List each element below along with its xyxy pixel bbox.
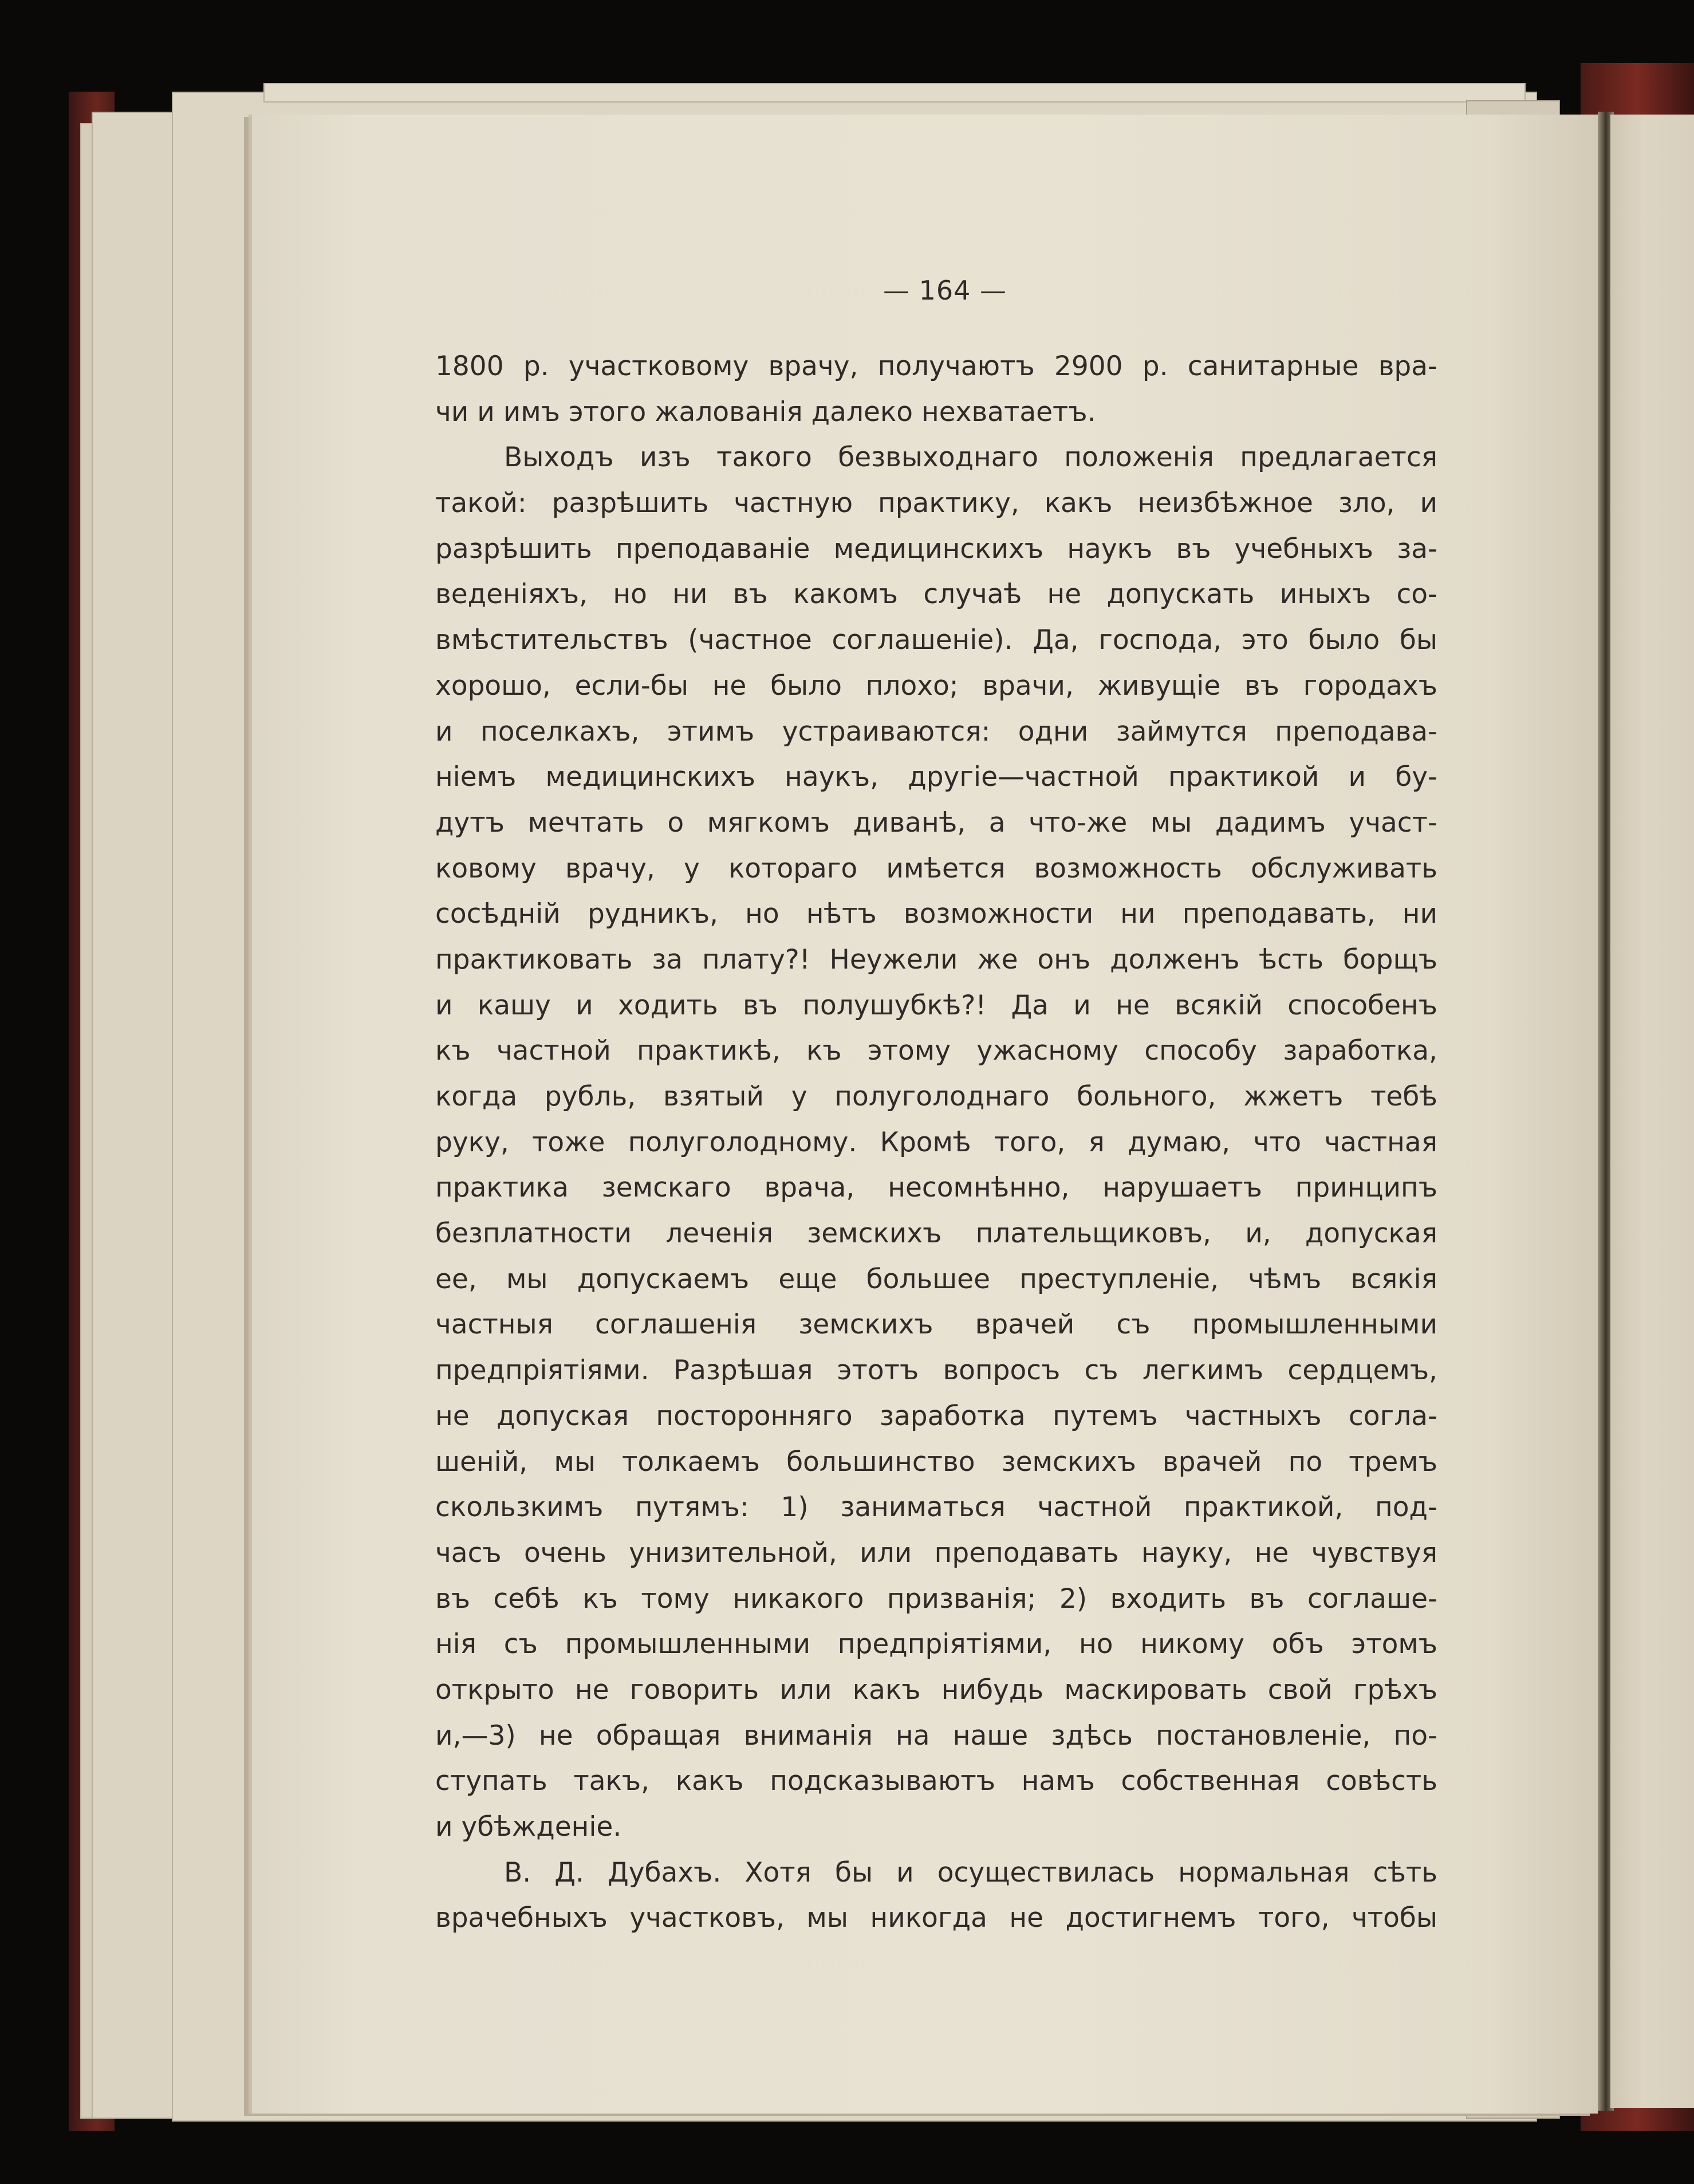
text-line: къ частной практикѣ, къ этому ужасному способу заработка, bbox=[435, 1035, 1437, 1067]
text-line: и кашу и ходить въ полушубкѣ?! Да и не всякій способенъ bbox=[435, 989, 1437, 1021]
text-line: ковому врачу, у котораго имѣется возможность обслуживать bbox=[435, 852, 1437, 884]
text-line: и поселкахъ, этимъ устраиваются: одни займутся преподава- bbox=[435, 715, 1437, 747]
text-line: 1800 р. участковому врачу, получаютъ 2900 р. санитарные вра- bbox=[435, 351, 1437, 382]
page-number: — 164 — bbox=[883, 275, 1007, 306]
text-line: открыто не говорить или какъ нибудь маскировать свой грѣхъ bbox=[435, 1674, 1437, 1706]
text-line: хорошо, если-бы не было плохо; врачи, живущіе въ городахъ bbox=[435, 670, 1437, 702]
page-stack-edge bbox=[263, 83, 1526, 103]
text-line: нія съ промышленными предпріятіями, но никому объ этомъ bbox=[435, 1628, 1437, 1660]
text-line: часъ очень унизительной, или преподавать науку, не чувствуя bbox=[435, 1537, 1437, 1569]
text-line: не допуская посторонняго заработка путемъ частныхъ согла- bbox=[435, 1400, 1437, 1432]
body-text bbox=[435, 344, 1437, 1941]
text-line: частныя соглашенія земскихъ врачей съ промышленными bbox=[435, 1309, 1437, 1341]
text-line: въ себѣ къ тому никакого призванія; 2) входить въ соглаше- bbox=[435, 1583, 1437, 1615]
text-line: сосѣдній рудникъ, но нѣтъ возможности ни преподавать, ни bbox=[435, 898, 1437, 930]
text-line: чи и имъ этого жалованія далеко нехватаетъ. bbox=[435, 396, 1096, 428]
text-line: когда рубль, взятый у полуголоднаго больного, жжетъ тебѣ bbox=[435, 1081, 1437, 1112]
text-line: предпріятіями. Разрѣшая этотъ вопросъ съ легкимъ сердцемъ, bbox=[435, 1355, 1437, 1387]
text-line: шеній, мы толкаемъ большинство земскихъ врачей по тремъ bbox=[435, 1446, 1437, 1478]
text-line: руку, тоже полуголодному. Кромѣ того, я думаю, что частная bbox=[435, 1126, 1437, 1158]
text-line: разрѣшить преподаваніе медицинскихъ наукъ въ учебныхъ за- bbox=[435, 533, 1437, 565]
text-line: ніемъ медицинскихъ наукъ, другіе—частной практикой и бу- bbox=[435, 761, 1437, 793]
text-line: такой: разрѣшить частную практику, какъ неизбѣжное зло, и bbox=[435, 487, 1437, 520]
text-line: и убѣжденіе. bbox=[435, 1811, 622, 1843]
text-line: практиковать за плату?! Неужели же онъ долженъ ѣсть борщъ bbox=[435, 943, 1437, 975]
text-line: ее, мы допускаемъ еще большее преступленіе, чѣмъ всякія bbox=[435, 1263, 1437, 1295]
text-line: ступать такъ, какъ подсказываютъ намъ собственная совѣсть bbox=[435, 1765, 1437, 1797]
text-line: и,—3) не обращая вниманія на наше здѣсь постановленіе, по- bbox=[435, 1719, 1437, 1752]
text-line: веденіяхъ, но ни въ какомъ случаѣ не допускать иныхъ со- bbox=[435, 579, 1437, 611]
text-line: врачебныхъ участковъ, мы никогда не достигнемъ того, чтобы bbox=[435, 1902, 1437, 1934]
text-line: дутъ мечтать о мягкомъ диванѣ, а что-же мы дадимъ участ- bbox=[435, 806, 1437, 839]
text-line: В. Д. Дубахъ. Хотя бы и осуществилась нормальная сѣть bbox=[504, 1856, 1437, 1888]
facing-page bbox=[1610, 115, 1694, 2108]
text-line: практика земскаго врача, несомнѣнно, нарушаетъ принципъ bbox=[435, 1172, 1437, 1204]
text-line: безплатности леченія земскихъ плательщиковъ, и, допуская bbox=[435, 1218, 1437, 1250]
text-line: Выходъ изъ такого безвыходнаго положенія предлагается bbox=[504, 442, 1437, 474]
text-line: скользкимъ путямъ: 1) заниматься частной практикой, под- bbox=[435, 1492, 1437, 1524]
text-line: вмѣстительствъ (частное соглашеніе). Да, господа, это было бы bbox=[435, 624, 1437, 656]
